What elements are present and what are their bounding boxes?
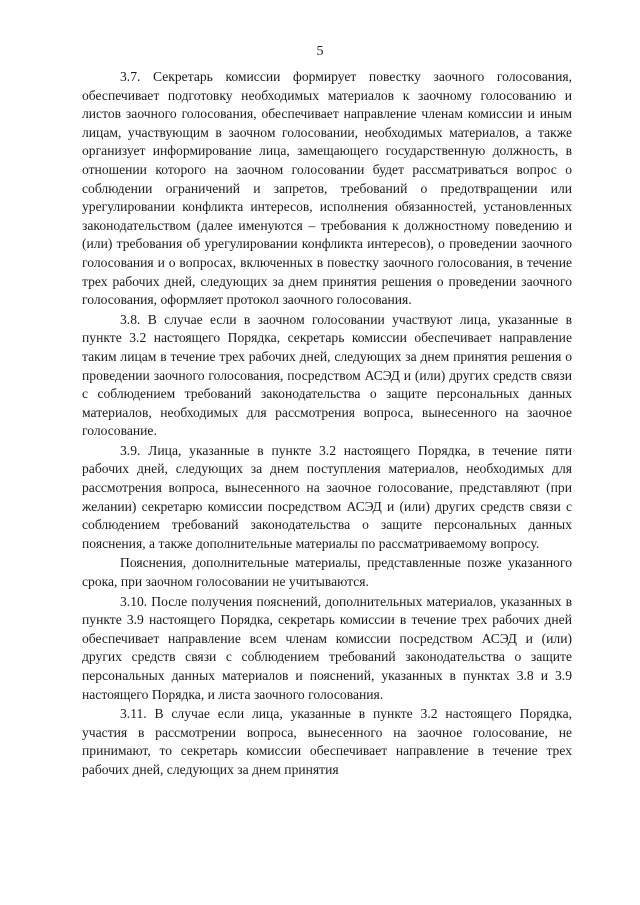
page-number: 5 — [316, 44, 324, 59]
paragraph-3-11: 3.11. В случае если лица, указанные в пункте 3.2 настоящего Порядка, участия в рассмотрении вопроса, вынесенного на заочное голосование, не принимают, то секретарь комиссии обеспечивает направление в течение трех рабочих дней, следующих за днем принятия — [82, 706, 572, 777]
document-body — [82, 68, 572, 781]
paragraph-3-9: 3.9. Лица, указанные в пункте 3.2 настоящего Порядка, в течение пяти рабочих дней, следующих за днем поступления материалов, необходимых для рассмотрения вопроса, вынесенного на заочное голосование, представляют (при желании) секретарю комиссии посредством АСЭД и (или) других средств связи с соблюдением требований законодательства о защите персональных данных пояснения, а также дополнительные материалы по рассматриваемому вопросу. — [82, 442, 572, 551]
paragraph-3-7: 3.7. Секретарь комиссии формирует повестку заочного голосования, обеспечивает подготовку необходимых материалов к заочному голосованию и листов заочного голосования, обеспечивает направление членам комиссии и иным лицам, участвующим в заочном голосовании, необходимых материалов, а также организует информирование лица, замещающего государственную должность, в отношении которого на заочном голосовании будет рассматриваться вопрос о соблюдении ограничений и запретов, требований о предотвращении или урегулировании конфликта интересов, исполнения обязанностей, установленных законодательством (далее именуются – требования к должностному поведению и (или) требования об урегулировании конфликта интересов), о проведении заочного голосования и о вопросах, включенных в повестку заочного голосования, в течение трех рабочих дней, следующих за днем принятия решения о проведении заочного голосования, оформляет протокол заочного голосования. — [82, 69, 572, 308]
paragraph-3-8: 3.8. В случае если в заочном голосовании участвуют лица, указанные в пункте 3.2 настоящего Порядка, секретарь комиссии обеспечивает направление таким лицам в течение трех рабочих дней, следующих за днем принятия решения о проведении заочного голосования, посредством АСЭД и (или) других средств связи с соблюдением требований законодательства о защите персональных данных материалов, необходимых для рассмотрения вопроса, вынесенного на заочное голосование. — [82, 311, 572, 439]
paragraph-3-9-note: Пояснения, дополнительные материалы, представленные позже указанного срока, при заочном голосовании не учитываются. — [82, 555, 572, 590]
paragraph-3-10: 3.10. После получения пояснений, дополнительных материалов, указанных в пункте 3.9 настоящего Порядка, секретарь комиссии в течение трех рабочих дней обеспечивает направление всем членам комиссии посредством АСЭД и (или) других средств связи с соблюдением требований законодательства о защите персональных данных материалов и пояснений, указанных в пунктах 3.8 и 3.9 настоящего Порядка, и листа заочного голосования. — [82, 593, 572, 702]
